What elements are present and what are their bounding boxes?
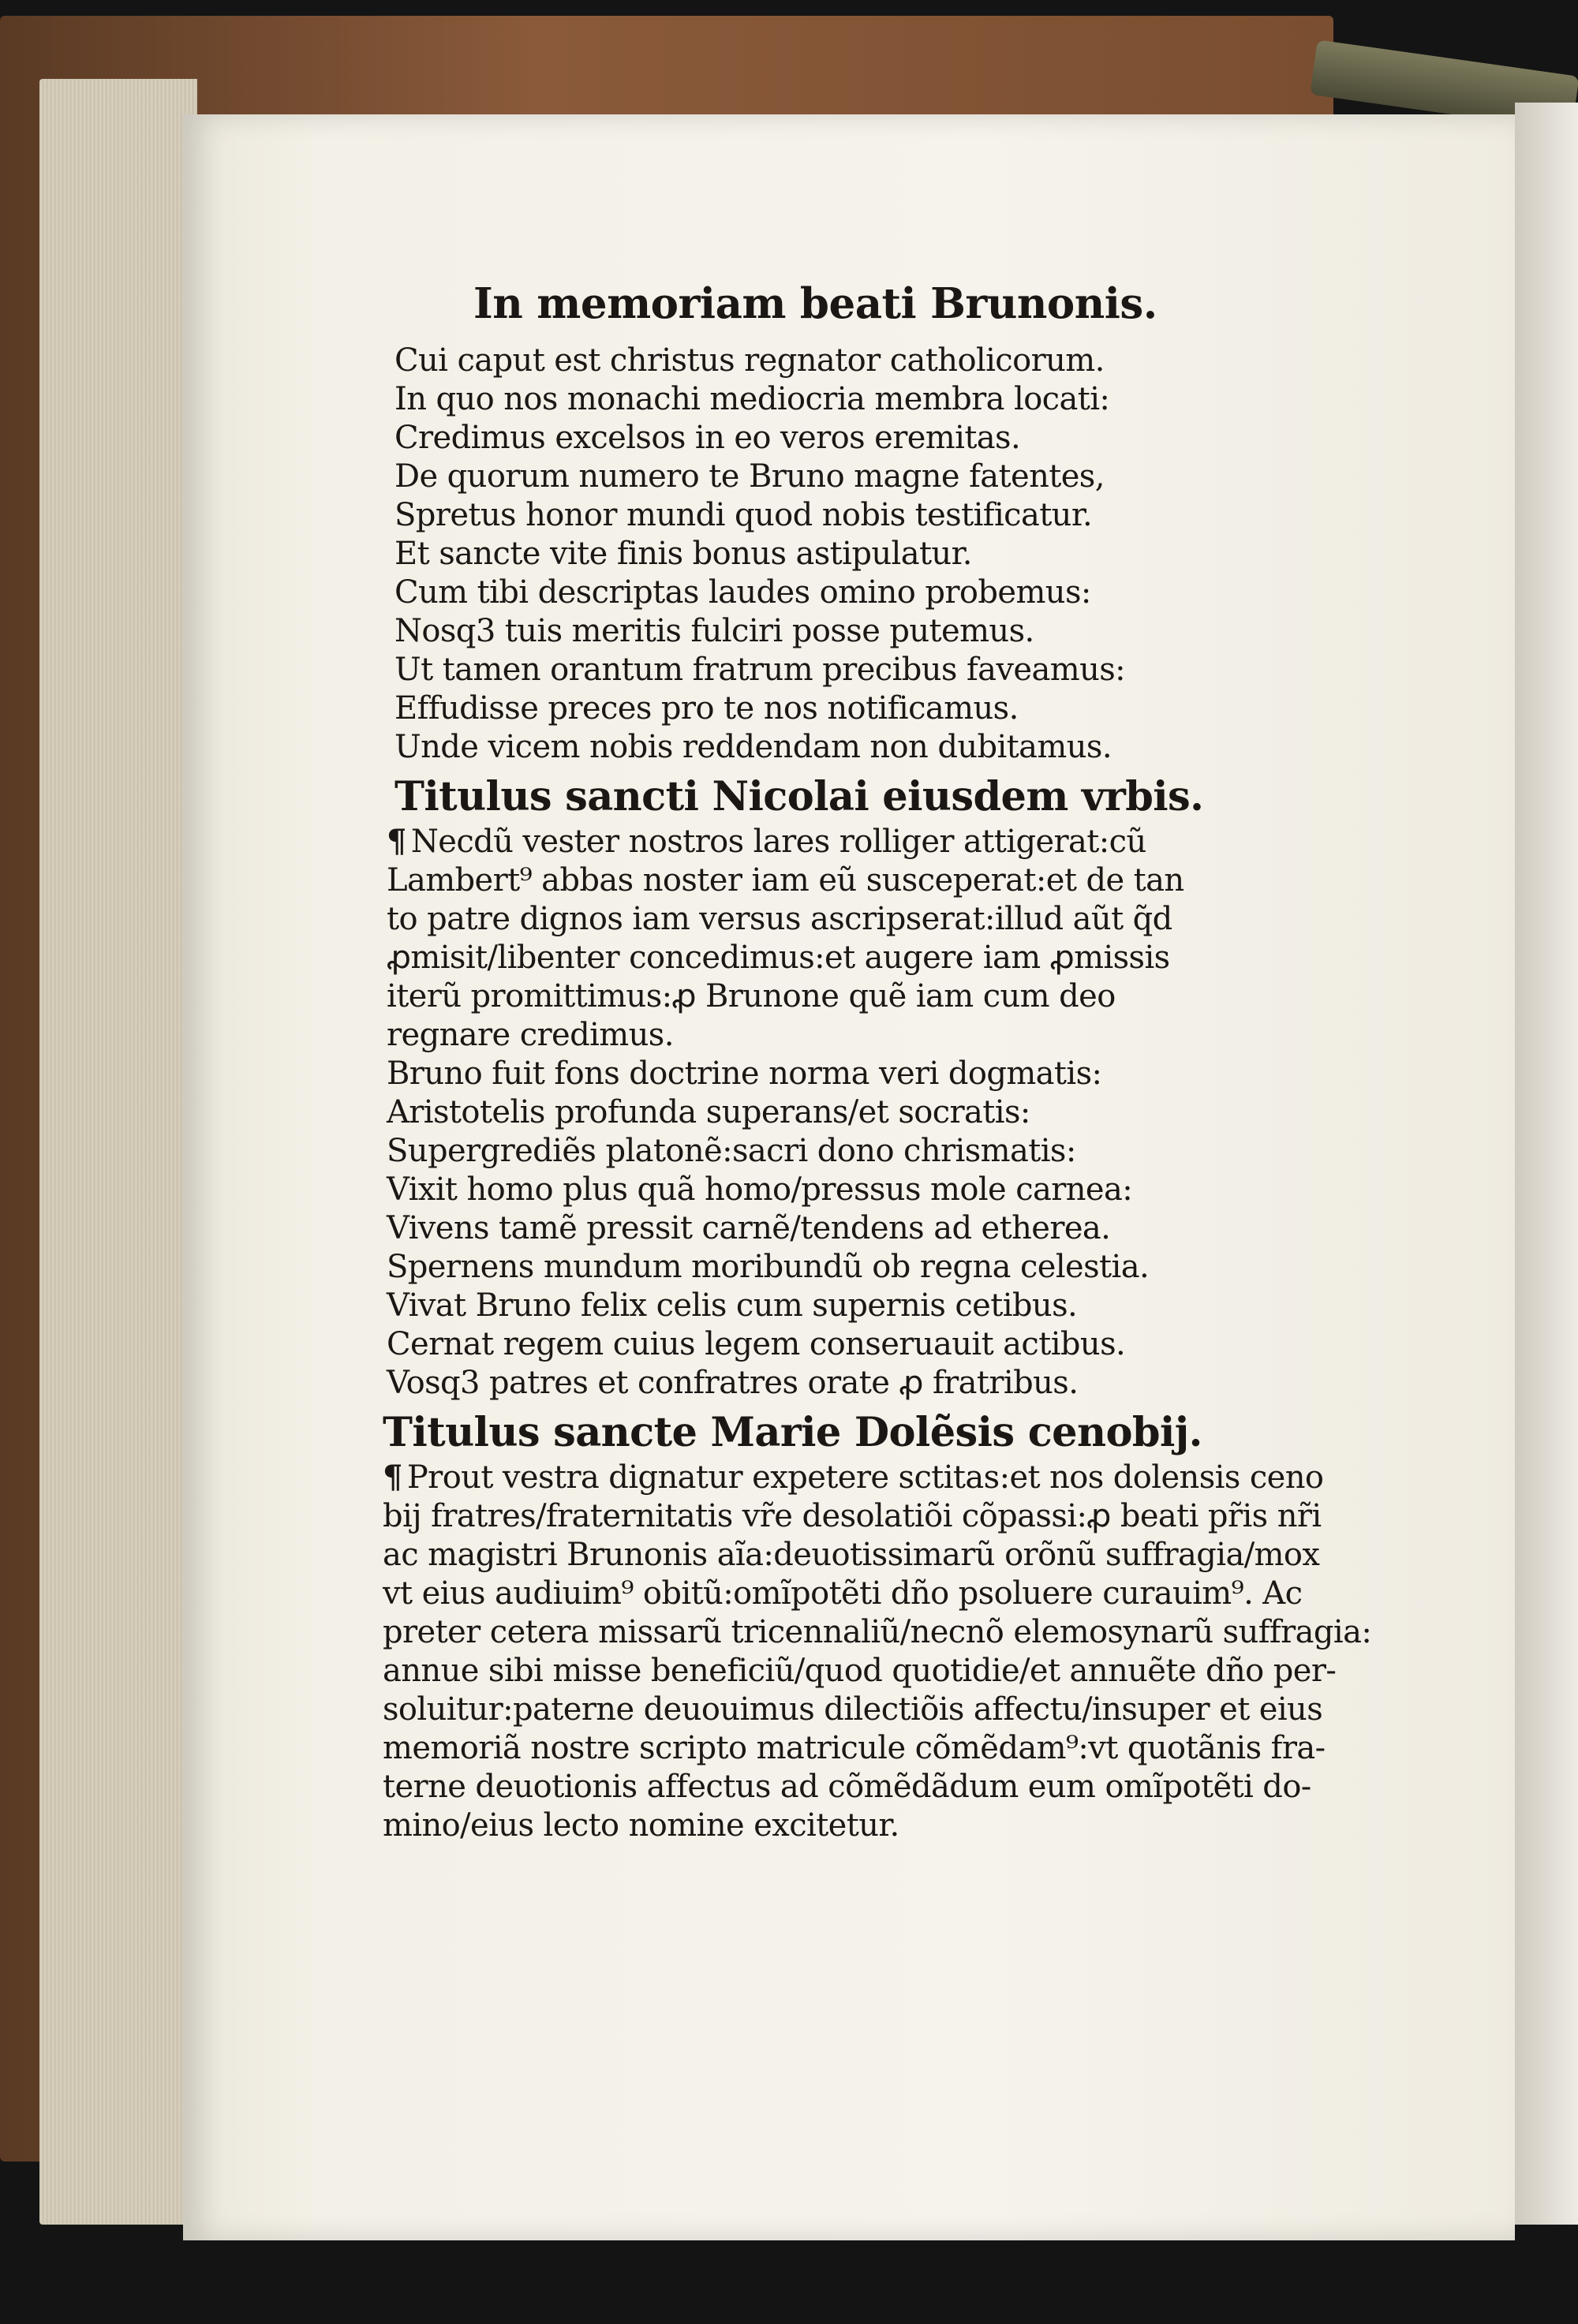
prose-block-nicolai	[387, 822, 1389, 1055]
page-title: In memoriam beati Brunonis.	[473, 279, 1157, 328]
pilcrow-icon: ¶	[383, 1459, 402, 1496]
verse-line: Vixit homo plus quã homo/pressus mole carnea:	[387, 1171, 1133, 1208]
verse-line: Et sancte vite finis bonus astipulatur.	[394, 536, 972, 572]
verse-line: Nosq3 tuis meritis fulciri posse putemus.	[394, 613, 1034, 649]
verse-line: Cui caput est christus regnator catholicorum.	[394, 342, 1105, 379]
prose-line: terne deuotionis affectus ad cõmẽdãdum eum omĩpotẽti do-	[383, 1769, 1311, 1805]
prose-line: preter cetera missarũ tricennaliũ/necnõ elemosynarũ suffragia:	[383, 1614, 1372, 1650]
prose-line: bij fratres/fraternitatis vr̃e desolatiõi cõpassi:ꝓ beati pr̃is nr̃i	[383, 1498, 1322, 1534]
verse-line: Spretus honor mundi quod nobis testificatur.	[394, 497, 1093, 533]
prose-line: Lambert⁹ abbas noster iam eũ susceperat:et de tan	[387, 862, 1184, 899]
prose-line: iterũ promittimus:ꝓ Brunone quẽ iam cum deo	[387, 978, 1116, 1014]
prose-line: memoriã nostre scripto matricule cõmẽdam⁹:vt quotãnis fra-	[383, 1730, 1326, 1766]
prose-line: mino/eius lecto nomine excitetur.	[383, 1807, 899, 1844]
pilcrow-icon: ¶	[387, 823, 406, 860]
verse-line: Effudisse preces pro te nos notificamus.	[394, 690, 1019, 727]
verse-line: Vosq3 patres et confratres orate ꝓ fratribus.	[387, 1365, 1079, 1401]
verse-block-2	[387, 1055, 1389, 1403]
verse-line: Supergrediẽs platonẽ:sacri dono chrismatis:	[387, 1133, 1076, 1169]
verse-line: In quo nos monachi mediocria membra locati:	[394, 381, 1110, 417]
verse-line: Vivens tamẽ pressit carnẽ/tendens ad etherea.	[387, 1210, 1111, 1246]
verse-line: Cum tibi descriptas laudes omino probemus:	[394, 574, 1091, 611]
verse-line: Spernens mundum moribundũ ob regna celestia.	[387, 1249, 1150, 1285]
verse-line: Unde vicem nobis reddendam non dubitamus.	[394, 729, 1112, 765]
prose-line: regnare credimus.	[387, 1017, 674, 1053]
prose-line: ꝓmisit/libenter concedimus:et augere iam ꝓmissis	[387, 940, 1170, 976]
verse-line: De quorum numero te Bruno magne fatentes,	[394, 458, 1105, 495]
prose-line: vt eius audiuim⁹ obitũ:omĩpotẽti dño psoluere curauim⁹. Ac	[383, 1575, 1303, 1612]
verse-line: Aristotelis profunda superans/et socratis:	[387, 1094, 1030, 1130]
section-heading-marie: Titulus sancte Marie Dolẽsis cenobij.	[383, 1409, 1202, 1456]
verse-line: Credimus excelsos in eo veros eremitas.	[394, 420, 1021, 456]
section-heading-nicolai: Titulus sancti Nicolai eiusdem vrbis.	[394, 773, 1204, 820]
verse-line: Cernat regem cuius legem conseruauit actibus.	[387, 1326, 1126, 1362]
prose-line: ac magistri Brunonis aĩa:deuotissimarũ orõnũ suffragia/mox	[383, 1537, 1320, 1573]
prose-line: Prout vestra dignatur expetere sctitas:et nos dolensis ceno	[406, 1459, 1324, 1496]
prose-line: to patre dignos iam versus ascripserat:illud aũt q̃d	[387, 901, 1172, 937]
verse-line: Vivat Bruno felix celis cum supernis cetibus.	[387, 1287, 1078, 1324]
facing-page-edge	[1515, 103, 1578, 2225]
verse-line: Ut tamen orantum fratrum precibus faveamus:	[394, 652, 1126, 688]
page-edges	[39, 79, 197, 2225]
page-text	[383, 272, 1389, 1845]
prose-line: Necdũ vester nostros lares rolliger attigerat:cũ	[410, 824, 1146, 860]
verse-line: Bruno fuit fons doctrine norma veri dogmatis:	[387, 1056, 1102, 1092]
verse-block-1	[394, 342, 1389, 767]
prose-line: soluitur:paterne deuouimus dilectiõis affectu/insuper et eius	[383, 1691, 1323, 1728]
prose-line: annue sibi misse beneficiũ/quod quotidie/et annuẽte dño per-	[383, 1653, 1337, 1689]
prose-block-marie	[383, 1458, 1389, 1845]
